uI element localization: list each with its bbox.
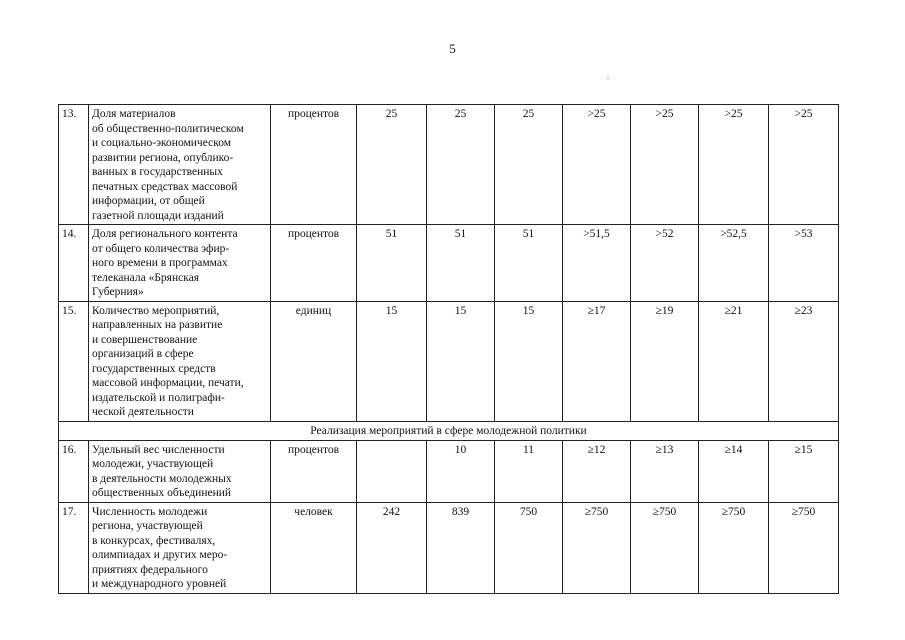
value-cell: >51,5 bbox=[563, 225, 631, 302]
value-cell: >25 bbox=[699, 105, 769, 225]
indicator-name: Доля материалов об общественно-политическом и социально-экономическом развитии региона, опублико- ванных в государственных печатных средствах массовой информации, от общей газетной площади изданий bbox=[89, 105, 271, 225]
value-cell: 25 bbox=[495, 105, 563, 225]
value-cell: >25 bbox=[631, 105, 699, 225]
value-cell: 11 bbox=[495, 440, 563, 502]
value-cell: ≥750 bbox=[631, 502, 699, 593]
table-row bbox=[59, 301, 839, 421]
value-cell: >52,5 bbox=[699, 225, 769, 302]
section-title: Реализация мероприятий в сфере молодежной политики bbox=[59, 421, 839, 440]
row-number: 13. bbox=[59, 105, 89, 225]
value-cell: 15 bbox=[357, 301, 427, 421]
value-cell: ≥21 bbox=[699, 301, 769, 421]
value-cell: 839 bbox=[427, 502, 495, 593]
row-number: 17. bbox=[59, 502, 89, 593]
value-cell: ≥17 bbox=[563, 301, 631, 421]
row-number: 14. bbox=[59, 225, 89, 302]
indicator-name: Удельный вес численности молодежи, участвующей в деятельности молодежных общественных объединений bbox=[89, 440, 271, 502]
table-row bbox=[59, 440, 839, 502]
row-number: 15. bbox=[59, 301, 89, 421]
unit-cell: процентов bbox=[271, 225, 357, 302]
table-row bbox=[59, 105, 839, 225]
indicator-name: Численность молодежи региона, участвующей в конкурсах, фестивалях, олимпиадах и других меро- приятиях федерального и международного уровней bbox=[89, 502, 271, 593]
value-cell: ≥14 bbox=[699, 440, 769, 502]
unit-cell: единиц bbox=[271, 301, 357, 421]
value-cell: 51 bbox=[427, 225, 495, 302]
value-cell: 25 bbox=[357, 105, 427, 225]
value-cell: >53 bbox=[769, 225, 839, 302]
value-cell: 750 bbox=[495, 502, 563, 593]
value-cell: 15 bbox=[495, 301, 563, 421]
value-cell: ≥750 bbox=[699, 502, 769, 593]
value-cell: 25 bbox=[427, 105, 495, 225]
indicator-name: Доля регионального контента от общего количества эфир- ного времени в программах телеканала «Брянская Губерния» bbox=[89, 225, 271, 302]
value-cell: ≥750 bbox=[563, 502, 631, 593]
unit-cell: процентов bbox=[271, 440, 357, 502]
value-cell: ≥13 bbox=[631, 440, 699, 502]
value-cell: >25 bbox=[769, 105, 839, 225]
value-cell bbox=[357, 440, 427, 502]
unit-cell: человек bbox=[271, 502, 357, 593]
section-row bbox=[59, 421, 839, 440]
value-cell: 10 bbox=[427, 440, 495, 502]
value-cell: ≥19 bbox=[631, 301, 699, 421]
value-cell: 51 bbox=[357, 225, 427, 302]
page-number: 5 bbox=[449, 41, 456, 56]
value-cell: 242 bbox=[357, 502, 427, 593]
scan-speck bbox=[607, 78, 609, 79]
value-cell: >25 bbox=[563, 105, 631, 225]
row-number: 16. bbox=[59, 440, 89, 502]
value-cell: ≥12 bbox=[563, 440, 631, 502]
value-cell: 51 bbox=[495, 225, 563, 302]
unit-cell: процентов bbox=[271, 105, 357, 225]
value-cell: ≥750 bbox=[769, 502, 839, 593]
indicators-table bbox=[58, 104, 839, 594]
indicator-name: Количество мероприятий, направленных на развитие и совершенствование организаций в сфере государственных средств массовой информации, печати, издательской и полиграфи- ческой деятельности bbox=[89, 301, 271, 421]
value-cell: 15 bbox=[427, 301, 495, 421]
value-cell: ≥23 bbox=[769, 301, 839, 421]
table-row bbox=[59, 502, 839, 593]
value-cell: >52 bbox=[631, 225, 699, 302]
value-cell: ≥15 bbox=[769, 440, 839, 502]
table-row bbox=[59, 225, 839, 302]
